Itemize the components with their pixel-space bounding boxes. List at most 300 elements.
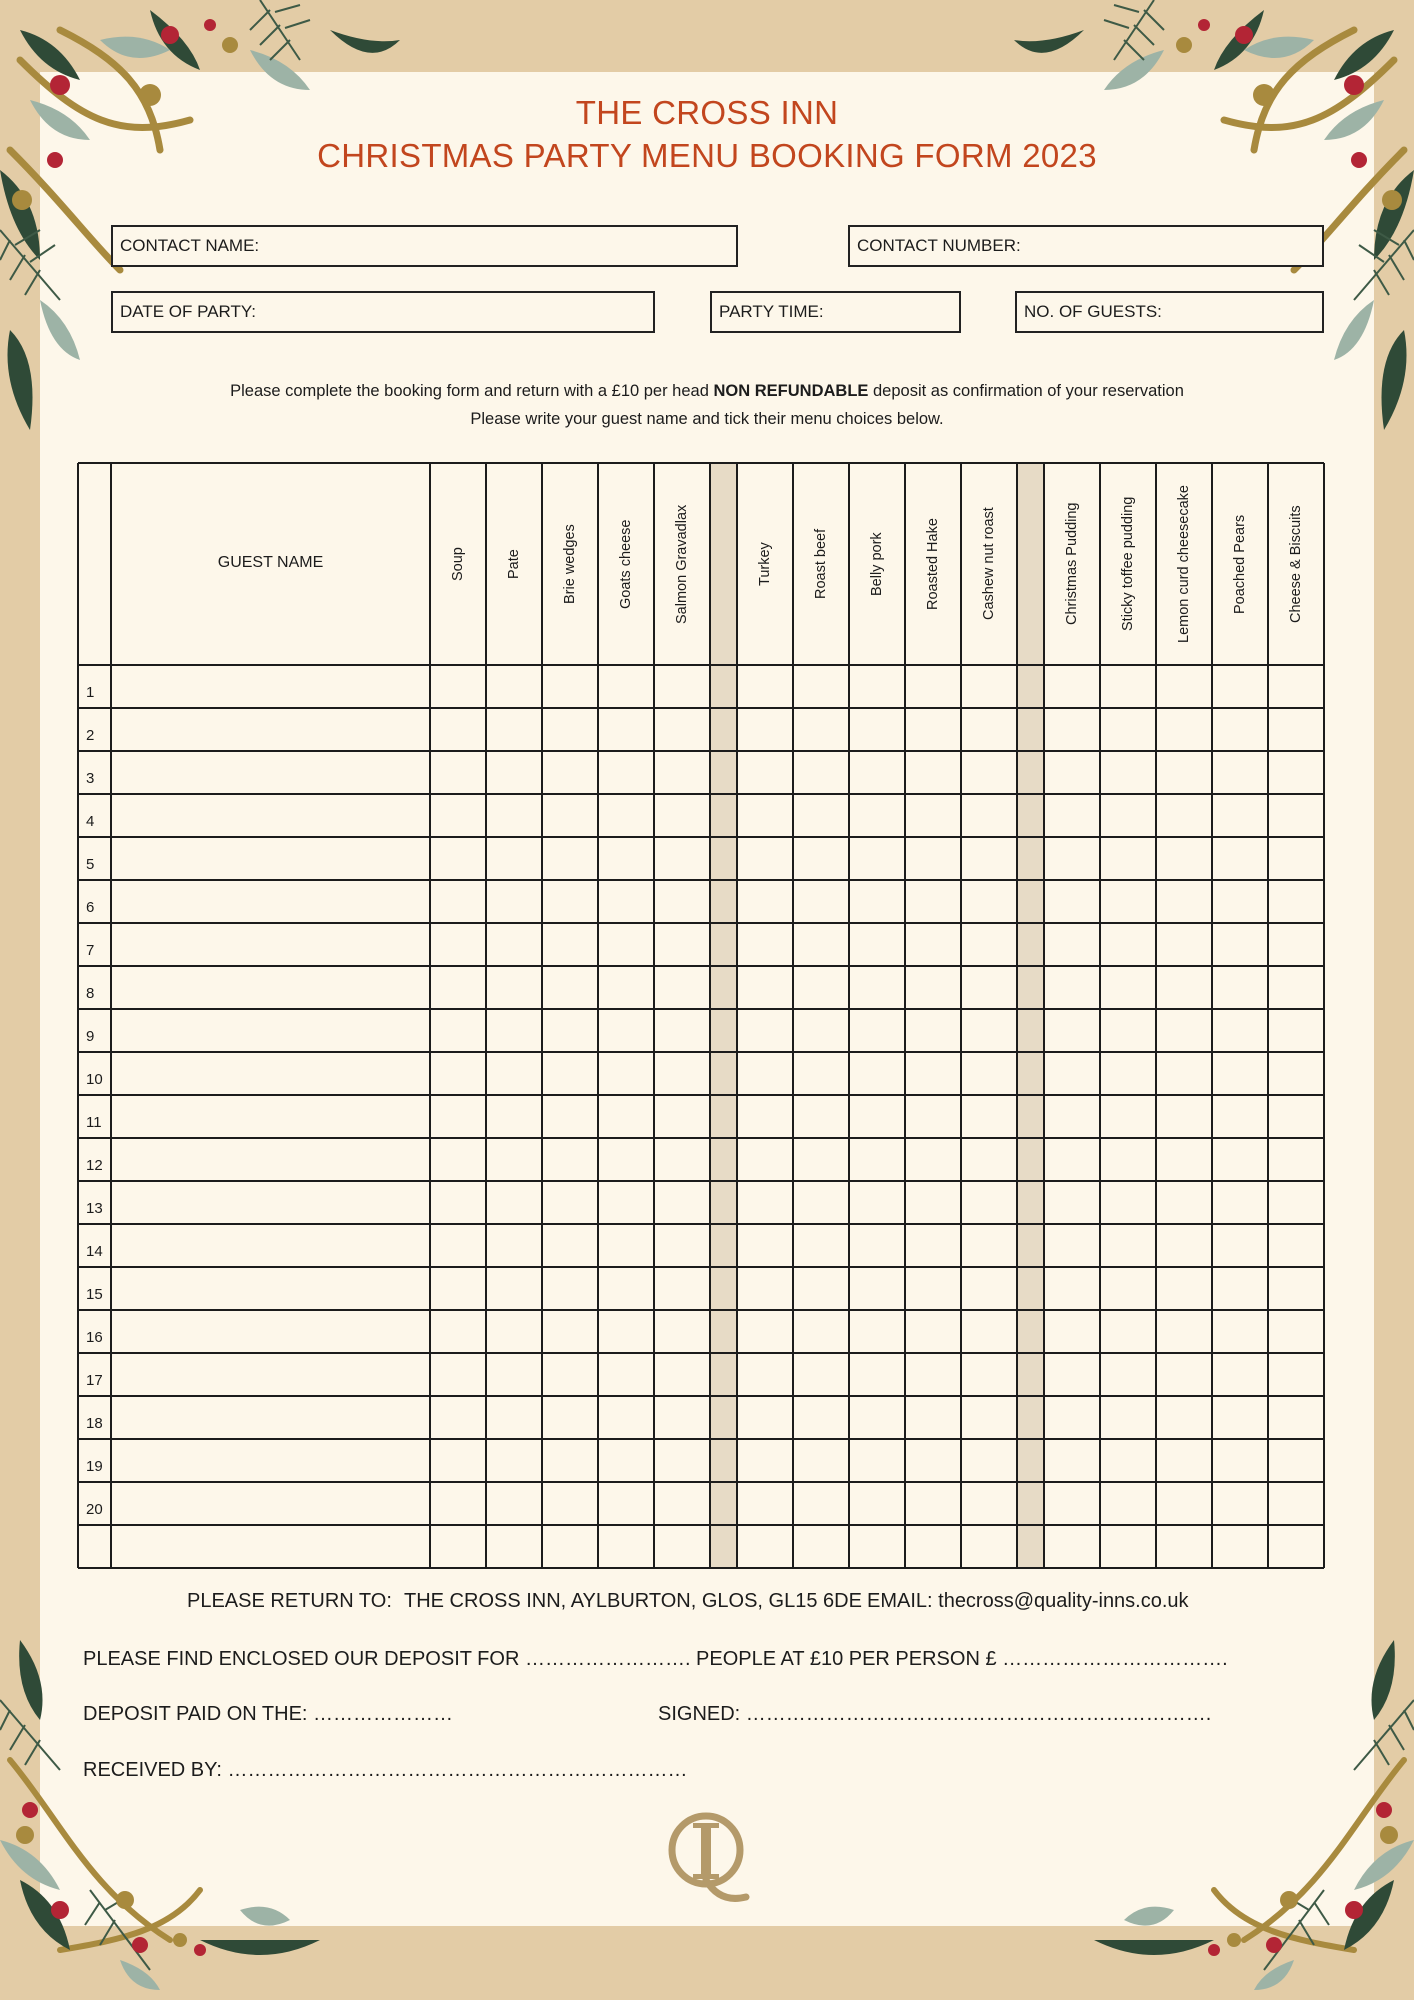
- menu-tick-cell[interactable]: [850, 1397, 904, 1438]
- menu-tick-cell[interactable]: [1269, 1397, 1323, 1438]
- menu-tick-cell[interactable]: [962, 1354, 1016, 1395]
- menu-tick-cell[interactable]: [1045, 1139, 1099, 1180]
- menu-tick-cell[interactable]: [1213, 1311, 1267, 1352]
- menu-tick-cell[interactable]: [1045, 1010, 1099, 1051]
- menu-tick-cell[interactable]: [543, 1182, 597, 1223]
- menu-tick-cell[interactable]: [599, 1225, 653, 1266]
- menu-tick-cell[interactable]: [599, 666, 653, 707]
- menu-tick-cell[interactable]: [1157, 1311, 1211, 1352]
- menu-tick-cell[interactable]: [655, 967, 709, 1008]
- no-of-guests-field[interactable]: NO. OF GUESTS:: [1015, 291, 1324, 333]
- menu-tick-cell[interactable]: [1213, 881, 1267, 922]
- menu-tick-cell[interactable]: [1101, 752, 1155, 793]
- menu-tick-cell[interactable]: [655, 1354, 709, 1395]
- menu-tick-cell[interactable]: [962, 1225, 1016, 1266]
- menu-tick-cell[interactable]: [1101, 1182, 1155, 1223]
- menu-tick-cell[interactable]: [543, 924, 597, 965]
- menu-tick-cell[interactable]: [738, 881, 792, 922]
- menu-tick-cell[interactable]: [1045, 1268, 1099, 1309]
- guest-name-cell[interactable]: [112, 1096, 429, 1137]
- menu-tick-cell[interactable]: [599, 838, 653, 879]
- menu-tick-cell[interactable]: [1213, 924, 1267, 965]
- menu-tick-cell[interactable]: [543, 1397, 597, 1438]
- menu-tick-cell[interactable]: [738, 1397, 792, 1438]
- menu-tick-cell[interactable]: [850, 967, 904, 1008]
- menu-tick-cell[interactable]: [1157, 1354, 1211, 1395]
- menu-tick-cell[interactable]: [543, 1311, 597, 1352]
- menu-tick-cell[interactable]: [1157, 1397, 1211, 1438]
- menu-tick-cell[interactable]: [962, 1397, 1016, 1438]
- menu-tick-cell[interactable]: [850, 666, 904, 707]
- menu-tick-cell[interactable]: [1213, 1053, 1267, 1094]
- guest-name-cell[interactable]: [112, 1010, 429, 1051]
- menu-tick-cell[interactable]: [655, 838, 709, 879]
- menu-tick-cell[interactable]: [906, 1096, 960, 1137]
- menu-tick-cell[interactable]: [655, 1526, 709, 1567]
- menu-tick-cell[interactable]: [1269, 1526, 1323, 1567]
- menu-tick-cell[interactable]: [599, 967, 653, 1008]
- menu-tick-cell[interactable]: [431, 967, 485, 1008]
- menu-tick-cell[interactable]: [962, 1440, 1016, 1481]
- menu-tick-cell[interactable]: [1045, 752, 1099, 793]
- menu-tick-cell[interactable]: [906, 1440, 960, 1481]
- menu-tick-cell[interactable]: [794, 924, 848, 965]
- menu-tick-cell[interactable]: [1157, 709, 1211, 750]
- menu-tick-cell[interactable]: [599, 1311, 653, 1352]
- menu-tick-cell[interactable]: [738, 1526, 792, 1567]
- menu-tick-cell[interactable]: [431, 1268, 485, 1309]
- menu-tick-cell[interactable]: [1269, 1053, 1323, 1094]
- menu-tick-cell[interactable]: [431, 666, 485, 707]
- menu-tick-cell[interactable]: [794, 1397, 848, 1438]
- menu-tick-cell[interactable]: [1269, 967, 1323, 1008]
- menu-tick-cell[interactable]: [850, 752, 904, 793]
- menu-tick-cell[interactable]: [1269, 1182, 1323, 1223]
- menu-tick-cell[interactable]: [962, 1311, 1016, 1352]
- menu-tick-cell[interactable]: [962, 881, 1016, 922]
- menu-tick-cell[interactable]: [1213, 967, 1267, 1008]
- menu-tick-cell[interactable]: [906, 1268, 960, 1309]
- menu-tick-cell[interactable]: [655, 1139, 709, 1180]
- menu-tick-cell[interactable]: [738, 752, 792, 793]
- menu-tick-cell[interactable]: [962, 1182, 1016, 1223]
- guest-name-cell[interactable]: [112, 1526, 429, 1567]
- menu-tick-cell[interactable]: [850, 1225, 904, 1266]
- menu-tick-cell[interactable]: [1101, 1096, 1155, 1137]
- contact-number-field[interactable]: CONTACT NUMBER:: [848, 225, 1324, 267]
- menu-tick-cell[interactable]: [1269, 1483, 1323, 1524]
- menu-tick-cell[interactable]: [1269, 924, 1323, 965]
- guest-name-cell[interactable]: [112, 1311, 429, 1352]
- menu-tick-cell[interactable]: [906, 924, 960, 965]
- date-of-party-field[interactable]: DATE OF PARTY:: [111, 291, 655, 333]
- menu-tick-cell[interactable]: [1045, 881, 1099, 922]
- menu-tick-cell[interactable]: [431, 1526, 485, 1567]
- menu-tick-cell[interactable]: [794, 1010, 848, 1051]
- menu-tick-cell[interactable]: [487, 1397, 541, 1438]
- menu-tick-cell[interactable]: [738, 709, 792, 750]
- menu-tick-cell[interactable]: [487, 1268, 541, 1309]
- menu-tick-cell[interactable]: [906, 709, 960, 750]
- menu-tick-cell[interactable]: [487, 1526, 541, 1567]
- menu-tick-cell[interactable]: [1101, 1010, 1155, 1051]
- menu-tick-cell[interactable]: [1213, 1526, 1267, 1567]
- menu-tick-cell[interactable]: [599, 1096, 653, 1137]
- menu-tick-cell[interactable]: [1101, 838, 1155, 879]
- menu-tick-cell[interactable]: [1157, 881, 1211, 922]
- menu-tick-cell[interactable]: [738, 795, 792, 836]
- menu-tick-cell[interactable]: [794, 795, 848, 836]
- deposit-line[interactable]: PLEASE FIND ENCLOSED OUR DEPOSIT FOR ……………………. PEOPLE AT £10 PER PERSON £ …………………………….: [83, 1648, 1228, 1670]
- menu-tick-cell[interactable]: [487, 924, 541, 965]
- menu-tick-cell[interactable]: [1157, 666, 1211, 707]
- menu-tick-cell[interactable]: [1101, 1526, 1155, 1567]
- menu-tick-cell[interactable]: [431, 1397, 485, 1438]
- menu-tick-cell[interactable]: [1213, 1139, 1267, 1180]
- menu-tick-cell[interactable]: [543, 752, 597, 793]
- menu-tick-cell[interactable]: [543, 1526, 597, 1567]
- menu-tick-cell[interactable]: [738, 1268, 792, 1309]
- guest-name-cell[interactable]: [112, 1440, 429, 1481]
- received-by-line[interactable]: RECEIVED BY: ……………………………………………………………: [83, 1759, 688, 1781]
- menu-tick-cell[interactable]: [1269, 1225, 1323, 1266]
- menu-tick-cell[interactable]: [906, 1354, 960, 1395]
- menu-tick-cell[interactable]: [487, 709, 541, 750]
- menu-tick-cell[interactable]: [906, 666, 960, 707]
- guest-name-cell[interactable]: [112, 1483, 429, 1524]
- menu-tick-cell[interactable]: [1045, 1526, 1099, 1567]
- menu-tick-cell[interactable]: [599, 924, 653, 965]
- menu-tick-cell[interactable]: [1101, 709, 1155, 750]
- menu-tick-cell[interactable]: [794, 1268, 848, 1309]
- menu-tick-cell[interactable]: [794, 1053, 848, 1094]
- menu-tick-cell[interactable]: [1045, 1397, 1099, 1438]
- menu-tick-cell[interactable]: [1213, 838, 1267, 879]
- menu-tick-cell[interactable]: [1213, 1397, 1267, 1438]
- menu-tick-cell[interactable]: [487, 1139, 541, 1180]
- menu-tick-cell[interactable]: [1157, 1096, 1211, 1137]
- menu-tick-cell[interactable]: [543, 709, 597, 750]
- menu-tick-cell[interactable]: [794, 1440, 848, 1481]
- menu-tick-cell[interactable]: [655, 881, 709, 922]
- menu-tick-cell[interactable]: [1269, 1010, 1323, 1051]
- menu-tick-cell[interactable]: [906, 838, 960, 879]
- menu-tick-cell[interactable]: [906, 881, 960, 922]
- menu-tick-cell[interactable]: [543, 1225, 597, 1266]
- menu-tick-cell[interactable]: [431, 1354, 485, 1395]
- menu-tick-cell[interactable]: [850, 1053, 904, 1094]
- guest-name-cell[interactable]: [112, 924, 429, 965]
- menu-tick-cell[interactable]: [962, 1096, 1016, 1137]
- menu-tick-cell[interactable]: [1269, 1139, 1323, 1180]
- menu-tick-cell[interactable]: [1101, 924, 1155, 965]
- menu-tick-cell[interactable]: [1101, 1483, 1155, 1524]
- menu-tick-cell[interactable]: [487, 795, 541, 836]
- menu-tick-cell[interactable]: [962, 1483, 1016, 1524]
- menu-tick-cell[interactable]: [1213, 752, 1267, 793]
- menu-tick-cell[interactable]: [962, 1010, 1016, 1051]
- menu-tick-cell[interactable]: [794, 838, 848, 879]
- menu-tick-cell[interactable]: [1269, 838, 1323, 879]
- menu-tick-cell[interactable]: [431, 795, 485, 836]
- menu-tick-cell[interactable]: [906, 1526, 960, 1567]
- menu-tick-cell[interactable]: [738, 666, 792, 707]
- guest-name-cell[interactable]: [112, 838, 429, 879]
- menu-tick-cell[interactable]: [906, 1483, 960, 1524]
- menu-tick-cell[interactable]: [738, 1139, 792, 1180]
- menu-tick-cell[interactable]: [1045, 967, 1099, 1008]
- menu-tick-cell[interactable]: [1213, 1354, 1267, 1395]
- menu-tick-cell[interactable]: [794, 1182, 848, 1223]
- guest-name-cell[interactable]: [112, 1182, 429, 1223]
- menu-tick-cell[interactable]: [794, 1526, 848, 1567]
- menu-tick-cell[interactable]: [906, 1010, 960, 1051]
- menu-tick-cell[interactable]: [906, 1053, 960, 1094]
- menu-tick-cell[interactable]: [1157, 967, 1211, 1008]
- menu-tick-cell[interactable]: [1157, 1440, 1211, 1481]
- menu-tick-cell[interactable]: [543, 795, 597, 836]
- menu-tick-cell[interactable]: [655, 752, 709, 793]
- menu-tick-cell[interactable]: [1213, 1010, 1267, 1051]
- menu-tick-cell[interactable]: [487, 1182, 541, 1223]
- menu-tick-cell[interactable]: [1269, 1354, 1323, 1395]
- menu-tick-cell[interactable]: [794, 1096, 848, 1137]
- menu-tick-cell[interactable]: [487, 752, 541, 793]
- menu-tick-cell[interactable]: [962, 838, 1016, 879]
- menu-tick-cell[interactable]: [543, 1096, 597, 1137]
- menu-tick-cell[interactable]: [599, 1053, 653, 1094]
- menu-tick-cell[interactable]: [1045, 1354, 1099, 1395]
- menu-tick-cell[interactable]: [850, 1268, 904, 1309]
- menu-tick-cell[interactable]: [431, 1096, 485, 1137]
- menu-tick-cell[interactable]: [655, 666, 709, 707]
- menu-tick-cell[interactable]: [543, 1483, 597, 1524]
- party-time-field[interactable]: PARTY TIME:: [710, 291, 961, 333]
- menu-tick-cell[interactable]: [794, 967, 848, 1008]
- menu-tick-cell[interactable]: [543, 1354, 597, 1395]
- menu-tick-cell[interactable]: [1157, 1053, 1211, 1094]
- menu-tick-cell[interactable]: [1269, 1440, 1323, 1481]
- menu-tick-cell[interactable]: [794, 1354, 848, 1395]
- menu-tick-cell[interactable]: [1269, 881, 1323, 922]
- menu-tick-cell[interactable]: [431, 838, 485, 879]
- menu-tick-cell[interactable]: [1101, 1268, 1155, 1309]
- menu-tick-cell[interactable]: [431, 1139, 485, 1180]
- menu-tick-cell[interactable]: [599, 795, 653, 836]
- menu-tick-cell[interactable]: [1213, 1268, 1267, 1309]
- menu-tick-cell[interactable]: [543, 1053, 597, 1094]
- menu-tick-cell[interactable]: [599, 881, 653, 922]
- menu-tick-cell[interactable]: [1213, 1225, 1267, 1266]
- menu-tick-cell[interactable]: [794, 1225, 848, 1266]
- menu-tick-cell[interactable]: [487, 1225, 541, 1266]
- menu-tick-cell[interactable]: [599, 1526, 653, 1567]
- menu-tick-cell[interactable]: [487, 1440, 541, 1481]
- menu-tick-cell[interactable]: [1157, 1268, 1211, 1309]
- menu-tick-cell[interactable]: [487, 666, 541, 707]
- menu-tick-cell[interactable]: [1269, 752, 1323, 793]
- menu-tick-cell[interactable]: [738, 967, 792, 1008]
- menu-tick-cell[interactable]: [738, 1010, 792, 1051]
- menu-tick-cell[interactable]: [655, 1096, 709, 1137]
- menu-tick-cell[interactable]: [599, 1354, 653, 1395]
- menu-tick-cell[interactable]: [655, 1397, 709, 1438]
- menu-tick-cell[interactable]: [1045, 1440, 1099, 1481]
- menu-tick-cell[interactable]: [1269, 1096, 1323, 1137]
- menu-tick-cell[interactable]: [906, 1311, 960, 1352]
- menu-tick-cell[interactable]: [599, 1440, 653, 1481]
- guest-name-cell[interactable]: [112, 709, 429, 750]
- menu-tick-cell[interactable]: [1045, 1225, 1099, 1266]
- menu-tick-cell[interactable]: [543, 1010, 597, 1051]
- menu-tick-cell[interactable]: [431, 752, 485, 793]
- contact-name-field[interactable]: CONTACT NAME:: [111, 225, 738, 267]
- menu-tick-cell[interactable]: [794, 752, 848, 793]
- menu-tick-cell[interactable]: [794, 709, 848, 750]
- menu-tick-cell[interactable]: [1101, 1139, 1155, 1180]
- menu-tick-cell[interactable]: [1157, 1225, 1211, 1266]
- menu-tick-cell[interactable]: [850, 1182, 904, 1223]
- menu-tick-cell[interactable]: [850, 709, 904, 750]
- menu-tick-cell[interactable]: [1101, 1225, 1155, 1266]
- menu-tick-cell[interactable]: [1101, 1311, 1155, 1352]
- menu-tick-cell[interactable]: [655, 1225, 709, 1266]
- guest-name-cell[interactable]: [112, 1139, 429, 1180]
- menu-tick-cell[interactable]: [1045, 1182, 1099, 1223]
- menu-tick-cell[interactable]: [738, 1096, 792, 1137]
- menu-tick-cell[interactable]: [487, 1010, 541, 1051]
- menu-tick-cell[interactable]: [487, 1483, 541, 1524]
- menu-tick-cell[interactable]: [1045, 1483, 1099, 1524]
- menu-tick-cell[interactable]: [1269, 795, 1323, 836]
- menu-tick-cell[interactable]: [1101, 1397, 1155, 1438]
- menu-tick-cell[interactable]: [543, 666, 597, 707]
- menu-tick-cell[interactable]: [431, 1182, 485, 1223]
- menu-tick-cell[interactable]: [850, 795, 904, 836]
- menu-tick-cell[interactable]: [962, 1139, 1016, 1180]
- menu-tick-cell[interactable]: [962, 967, 1016, 1008]
- menu-tick-cell[interactable]: [599, 1268, 653, 1309]
- menu-tick-cell[interactable]: [431, 1225, 485, 1266]
- menu-tick-cell[interactable]: [1101, 795, 1155, 836]
- menu-tick-cell[interactable]: [543, 881, 597, 922]
- menu-tick-cell[interactable]: [599, 752, 653, 793]
- menu-tick-cell[interactable]: [1157, 752, 1211, 793]
- menu-tick-cell[interactable]: [962, 1526, 1016, 1567]
- menu-tick-cell[interactable]: [850, 1096, 904, 1137]
- menu-tick-cell[interactable]: [850, 1354, 904, 1395]
- menu-tick-cell[interactable]: [794, 666, 848, 707]
- guest-name-cell[interactable]: [112, 1268, 429, 1309]
- menu-tick-cell[interactable]: [906, 752, 960, 793]
- menu-tick-cell[interactable]: [794, 1311, 848, 1352]
- menu-tick-cell[interactable]: [1269, 709, 1323, 750]
- menu-tick-cell[interactable]: [655, 1268, 709, 1309]
- menu-tick-cell[interactable]: [1213, 666, 1267, 707]
- menu-tick-cell[interactable]: [1213, 795, 1267, 836]
- menu-tick-cell[interactable]: [599, 1182, 653, 1223]
- menu-tick-cell[interactable]: [655, 795, 709, 836]
- menu-tick-cell[interactable]: [906, 967, 960, 1008]
- guest-name-cell[interactable]: [112, 752, 429, 793]
- menu-tick-cell[interactable]: [906, 1182, 960, 1223]
- menu-tick-cell[interactable]: [850, 1139, 904, 1180]
- menu-tick-cell[interactable]: [1157, 1182, 1211, 1223]
- menu-tick-cell[interactable]: [738, 1311, 792, 1352]
- guest-name-cell[interactable]: [112, 967, 429, 1008]
- menu-tick-cell[interactable]: [599, 1010, 653, 1051]
- guest-name-cell[interactable]: [112, 1225, 429, 1266]
- menu-tick-cell[interactable]: [1101, 1440, 1155, 1481]
- menu-tick-cell[interactable]: [1101, 1053, 1155, 1094]
- menu-tick-cell[interactable]: [431, 709, 485, 750]
- menu-tick-cell[interactable]: [1101, 881, 1155, 922]
- menu-tick-cell[interactable]: [1213, 709, 1267, 750]
- menu-tick-cell[interactable]: [794, 1139, 848, 1180]
- menu-tick-cell[interactable]: [655, 1010, 709, 1051]
- menu-tick-cell[interactable]: [1045, 838, 1099, 879]
- menu-tick-cell[interactable]: [850, 1311, 904, 1352]
- menu-tick-cell[interactable]: [487, 1096, 541, 1137]
- menu-tick-cell[interactable]: [1213, 1096, 1267, 1137]
- menu-tick-cell[interactable]: [487, 881, 541, 922]
- menu-tick-cell[interactable]: [962, 709, 1016, 750]
- menu-tick-cell[interactable]: [431, 1053, 485, 1094]
- menu-tick-cell[interactable]: [655, 924, 709, 965]
- menu-tick-cell[interactable]: [487, 1354, 541, 1395]
- menu-tick-cell[interactable]: [1157, 838, 1211, 879]
- menu-tick-cell[interactable]: [543, 1440, 597, 1481]
- menu-tick-cell[interactable]: [1045, 924, 1099, 965]
- menu-tick-cell[interactable]: [1157, 924, 1211, 965]
- menu-tick-cell[interactable]: [487, 1053, 541, 1094]
- menu-tick-cell[interactable]: [1045, 666, 1099, 707]
- menu-tick-cell[interactable]: [738, 1440, 792, 1481]
- menu-tick-cell[interactable]: [738, 1053, 792, 1094]
- menu-tick-cell[interactable]: [906, 1139, 960, 1180]
- menu-tick-cell[interactable]: [543, 1268, 597, 1309]
- menu-tick-cell[interactable]: [738, 1354, 792, 1395]
- menu-tick-cell[interactable]: [1269, 1268, 1323, 1309]
- guest-name-cell[interactable]: [112, 1354, 429, 1395]
- menu-tick-cell[interactable]: [487, 1311, 541, 1352]
- menu-tick-cell[interactable]: [1157, 1526, 1211, 1567]
- menu-tick-cell[interactable]: [1045, 709, 1099, 750]
- menu-tick-cell[interactable]: [794, 1483, 848, 1524]
- menu-tick-cell[interactable]: [655, 1483, 709, 1524]
- menu-tick-cell[interactable]: [1157, 1010, 1211, 1051]
- menu-tick-cell[interactable]: [1213, 1483, 1267, 1524]
- menu-tick-cell[interactable]: [850, 881, 904, 922]
- menu-tick-cell[interactable]: [1157, 1483, 1211, 1524]
- menu-tick-cell[interactable]: [431, 1010, 485, 1051]
- menu-tick-cell[interactable]: [962, 1053, 1016, 1094]
- menu-tick-cell[interactable]: [1101, 967, 1155, 1008]
- menu-tick-cell[interactable]: [1101, 666, 1155, 707]
- menu-tick-cell[interactable]: [543, 1139, 597, 1180]
- menu-tick-cell[interactable]: [962, 752, 1016, 793]
- menu-tick-cell[interactable]: [962, 666, 1016, 707]
- menu-tick-cell[interactable]: [738, 1225, 792, 1266]
- menu-tick-cell[interactable]: [962, 924, 1016, 965]
- menu-tick-cell[interactable]: [850, 924, 904, 965]
- menu-tick-cell[interactable]: [1045, 795, 1099, 836]
- menu-tick-cell[interactable]: [738, 1182, 792, 1223]
- menu-tick-cell[interactable]: [1213, 1182, 1267, 1223]
- menu-tick-cell[interactable]: [655, 1053, 709, 1094]
- menu-tick-cell[interactable]: [431, 1483, 485, 1524]
- menu-tick-cell[interactable]: [599, 1139, 653, 1180]
